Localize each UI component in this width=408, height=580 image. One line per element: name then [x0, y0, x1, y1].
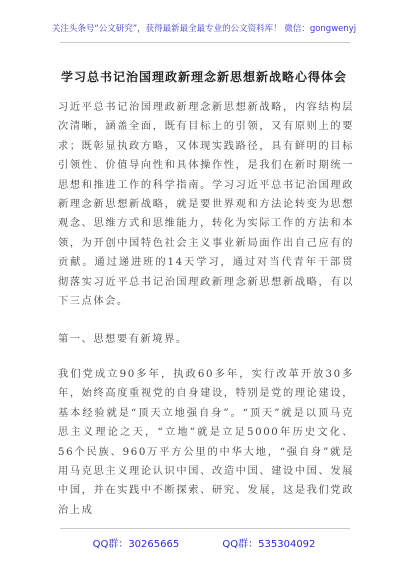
footer-contacts: [0, 535, 408, 550]
header-divider: [60, 42, 350, 43]
section-heading: 第一、思想要有新境界。: [58, 334, 188, 346]
paragraph-body: 我们党成立90多年，执政60多年，实行改革开放30多年，始终高度重视党的自身建设，特别是党的理论建设，基本经验就是“顶天立地强自身”。“顶天”就是以顶马克思主义理论之天，“立地”就是立足5000年历史文化、56个民族、960万平方公里的中华大地，“强自身”就是用马克思主义理论认识中国、改造中国、建设中国、发展中国，并在实践中不断探索、研究、发展，这是我们党政治上成: [58, 368, 354, 516]
header-notice: 关注头条号“公文研究”，获得最新最全最专业的公文资料库！ 微信：gongwenyj: [51, 24, 357, 34]
document-title: 学习总书记治国理政新理念新思想新战略心得体会: [60, 70, 347, 84]
footer-qq-group-2: QQ群：535304092: [222, 539, 316, 550]
footer-qq-group-1: QQ群：30265665: [92, 539, 180, 550]
footer-divider: [60, 528, 350, 529]
paragraph-intro: 习近平总书记治国理政新理念新思想新战略，内容结构层次清晰，涵盖全面，既有目标上的引领，又有原则上的要求；既彰显执政方略，又体现实践路径，具有鲜明的目标引领性、价值导向性和具体操作性，是我们在新时期统一思想和推进工作的科学指南。学习习近平总书记治国理政新理念新思想新战略，就是要世界观和方法论转变为思想观念、思维方式和思维能力，转化为实际工作的方法和本领，为开创中国特色社会主义事业新局面作出自己应有的贡献。通过递进班的14天学习，通过对当代青年干部贯彻落实习近平总书记治国理政新理念新思想新战略，有以下三点体会。: [58, 102, 354, 308]
document-body: [58, 98, 354, 520]
